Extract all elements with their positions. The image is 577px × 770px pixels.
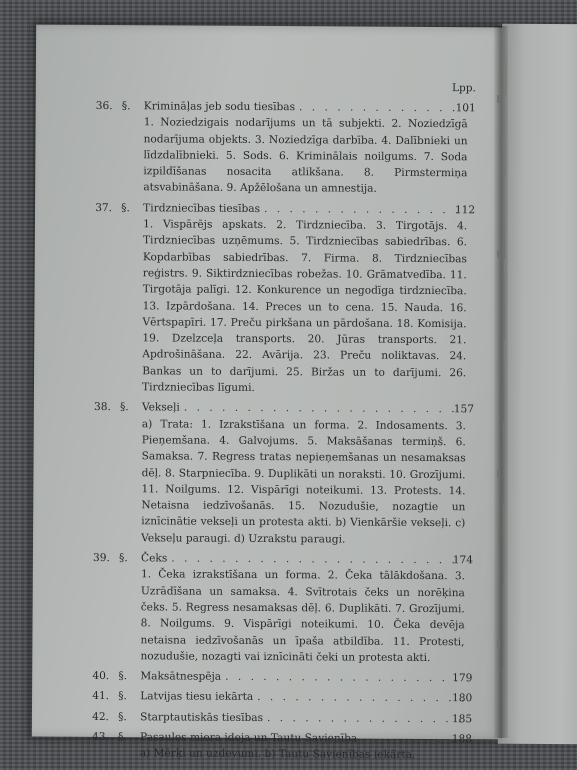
page-number: 188 <box>451 733 473 746</box>
page-number: 185 <box>451 712 473 725</box>
section-sign: §. <box>119 552 128 565</box>
section-title: Čeks <box>141 552 168 565</box>
page-number: 179 <box>452 672 473 685</box>
dot-leader <box>171 550 465 568</box>
section-title: Vekseļi <box>141 401 180 414</box>
section-number: 43. <box>91 730 109 744</box>
section-contents: 1. Noziedzigais nodarījums un tā subjekti. 2. Noziedzīgā nodarījuma objekts. 3. Noziedzīga darbība. 4. Dalībnieki un līdzdalībnieki. 5. Sods. 6. Kriminālais noilgums. 7. Soda izpildīšanas nosacita atlikšana. 8. Pirmstermiņa atsvabināšana. 9. Apžēlošana un amnestija. <box>143 116 468 196</box>
section-number: 42. <box>92 710 109 723</box>
section-sign: §. <box>118 690 127 703</box>
page-number: 157 <box>453 403 475 416</box>
section-title: Pasaules miera ideja un Tautu Savienība <box>139 731 358 745</box>
binding-stitch <box>497 470 500 478</box>
toc-entries <box>91 98 476 768</box>
toc-entry-heading <box>92 668 464 687</box>
section-sign: §. <box>119 401 129 414</box>
section-sign: §. <box>117 731 127 744</box>
toc-entry <box>91 729 473 764</box>
page-column-label: Lpp. <box>451 82 476 95</box>
section-sign: §. <box>121 100 131 113</box>
section-contents: a) Mērķi un uzdevumi. b) Tautu Savienības iekārta. <box>139 747 416 762</box>
section-number: 41. <box>92 690 110 703</box>
page-number: 112 <box>454 203 476 217</box>
toc-entry-heading <box>92 709 464 728</box>
dot-leader <box>184 400 466 418</box>
section-title: Latvijas tiesu iekārta <box>140 690 254 704</box>
toc-entry <box>92 550 474 666</box>
section-sign: §. <box>121 201 130 214</box>
book-gutter <box>494 26 508 738</box>
toc-entry-heading <box>94 399 466 418</box>
toc-entry <box>95 98 476 198</box>
section-number: 40. <box>92 670 110 683</box>
binding-stitch <box>497 95 500 103</box>
toc-entry <box>92 688 473 707</box>
section-contents: 1. Čeka izrakstīšana un forma. 2. Čeka tālākdošana. 3. Uzrādīšana un samaksa. 4. Svītrotais čeks un norēķina čeks. 5. Regress nesamaksas dēļ. 6. Duplikāti. 7. Grozījumi. 8. Noilgums. 9. Vispārīgi noteikumi. 10. Čeka devēja netaisna iedzīvošanās un īpaša atbildība. 11. Protesti, nozudušie, nozagti vai iznīcināti čeki un protesta akti. <box>140 568 465 664</box>
dot-leader <box>361 731 464 748</box>
dot-leader <box>267 710 464 728</box>
section-number: 36. <box>95 99 113 113</box>
dot-leader <box>257 689 464 707</box>
dot-leader <box>264 201 467 219</box>
page-number: 101 <box>455 102 476 115</box>
dot-leader <box>299 99 468 116</box>
section-number: 39. <box>93 552 110 565</box>
page-number: 174 <box>452 554 474 567</box>
toc-entry <box>92 709 473 728</box>
section-contents: 1. Vispārējs apskats. 2. Tirdzniecība. 3. Tirgotājs. 4. Tirdzniecības uzņēmums. 5. Tirdzniecības sabiedrības. 6. Kopdarbības sabiedrības. 7. Firma. 8. Tirdzniecības reģistrs. 9. Siktirdzniecības robežas. 10. Grāmatvedība. 11. Tirgotāja palīgi. 12. Konkurence un negodīga tirdzniecība. 13. Izpārdošana. 14. Preces un to cena. 15. Nauda. 16. Vērtspapīri. 17. Preču pirkšana un pārdošana. 18. Komisija. 19. Dzelzceļa transports. 20. Jūras transports. 21. Apdrošināšana. 22. Avārija. 23. Preču noliktavas. 24. Bankas un to darījumi. 25. Biržas un to darījumi. 26. Tirdzniecības līgumi. <box>142 218 468 395</box>
toc-entry <box>92 668 473 687</box>
section-title: Krimināļas jeb sodu tiesības <box>143 100 296 114</box>
toc-entry <box>94 200 476 398</box>
dot-leader <box>225 669 464 687</box>
section-contents: a) Trata: 1. Izrakstīšana un forma. 2. Indosaments. 3. Pieņemšana. 4. Galvojums. 5. Maksāšanas termiņš. 6. Samaksa. 7. Regress tratas nepieņemšanas un nesamaksas dēļ. 8. Starpniecība. 9. Duplikāti un noraksti. 10. Grozījumi. 11. Noilgums. 12. Vispārīgi noteikumi. 13. Protests. 14. Netaisna iedzīvošanās. 15. Nozudušie, nozagtie un iznīcinātie vekseļi un protesta akti. b) Vienkāršie vekseļi. c) Vekseļu paraugi. d) Uzrakstu paraugi. <box>141 417 466 546</box>
section-number: 37. <box>95 201 113 214</box>
section-title: Tirdzniecības tiesības <box>143 202 261 215</box>
section-title: Maksātnespēja <box>140 670 222 683</box>
toc-entry-heading <box>92 688 464 707</box>
section-title: Starptautiskās tiesības <box>140 710 264 724</box>
section-sign: §. <box>118 710 127 723</box>
section-number: 38. <box>93 401 111 414</box>
facing-page <box>498 24 577 745</box>
section-sign: §. <box>118 670 128 683</box>
page-number: 180 <box>451 692 473 705</box>
toc-entry <box>93 399 475 548</box>
binding-stitch <box>497 640 500 648</box>
binding-stitch <box>497 250 500 258</box>
